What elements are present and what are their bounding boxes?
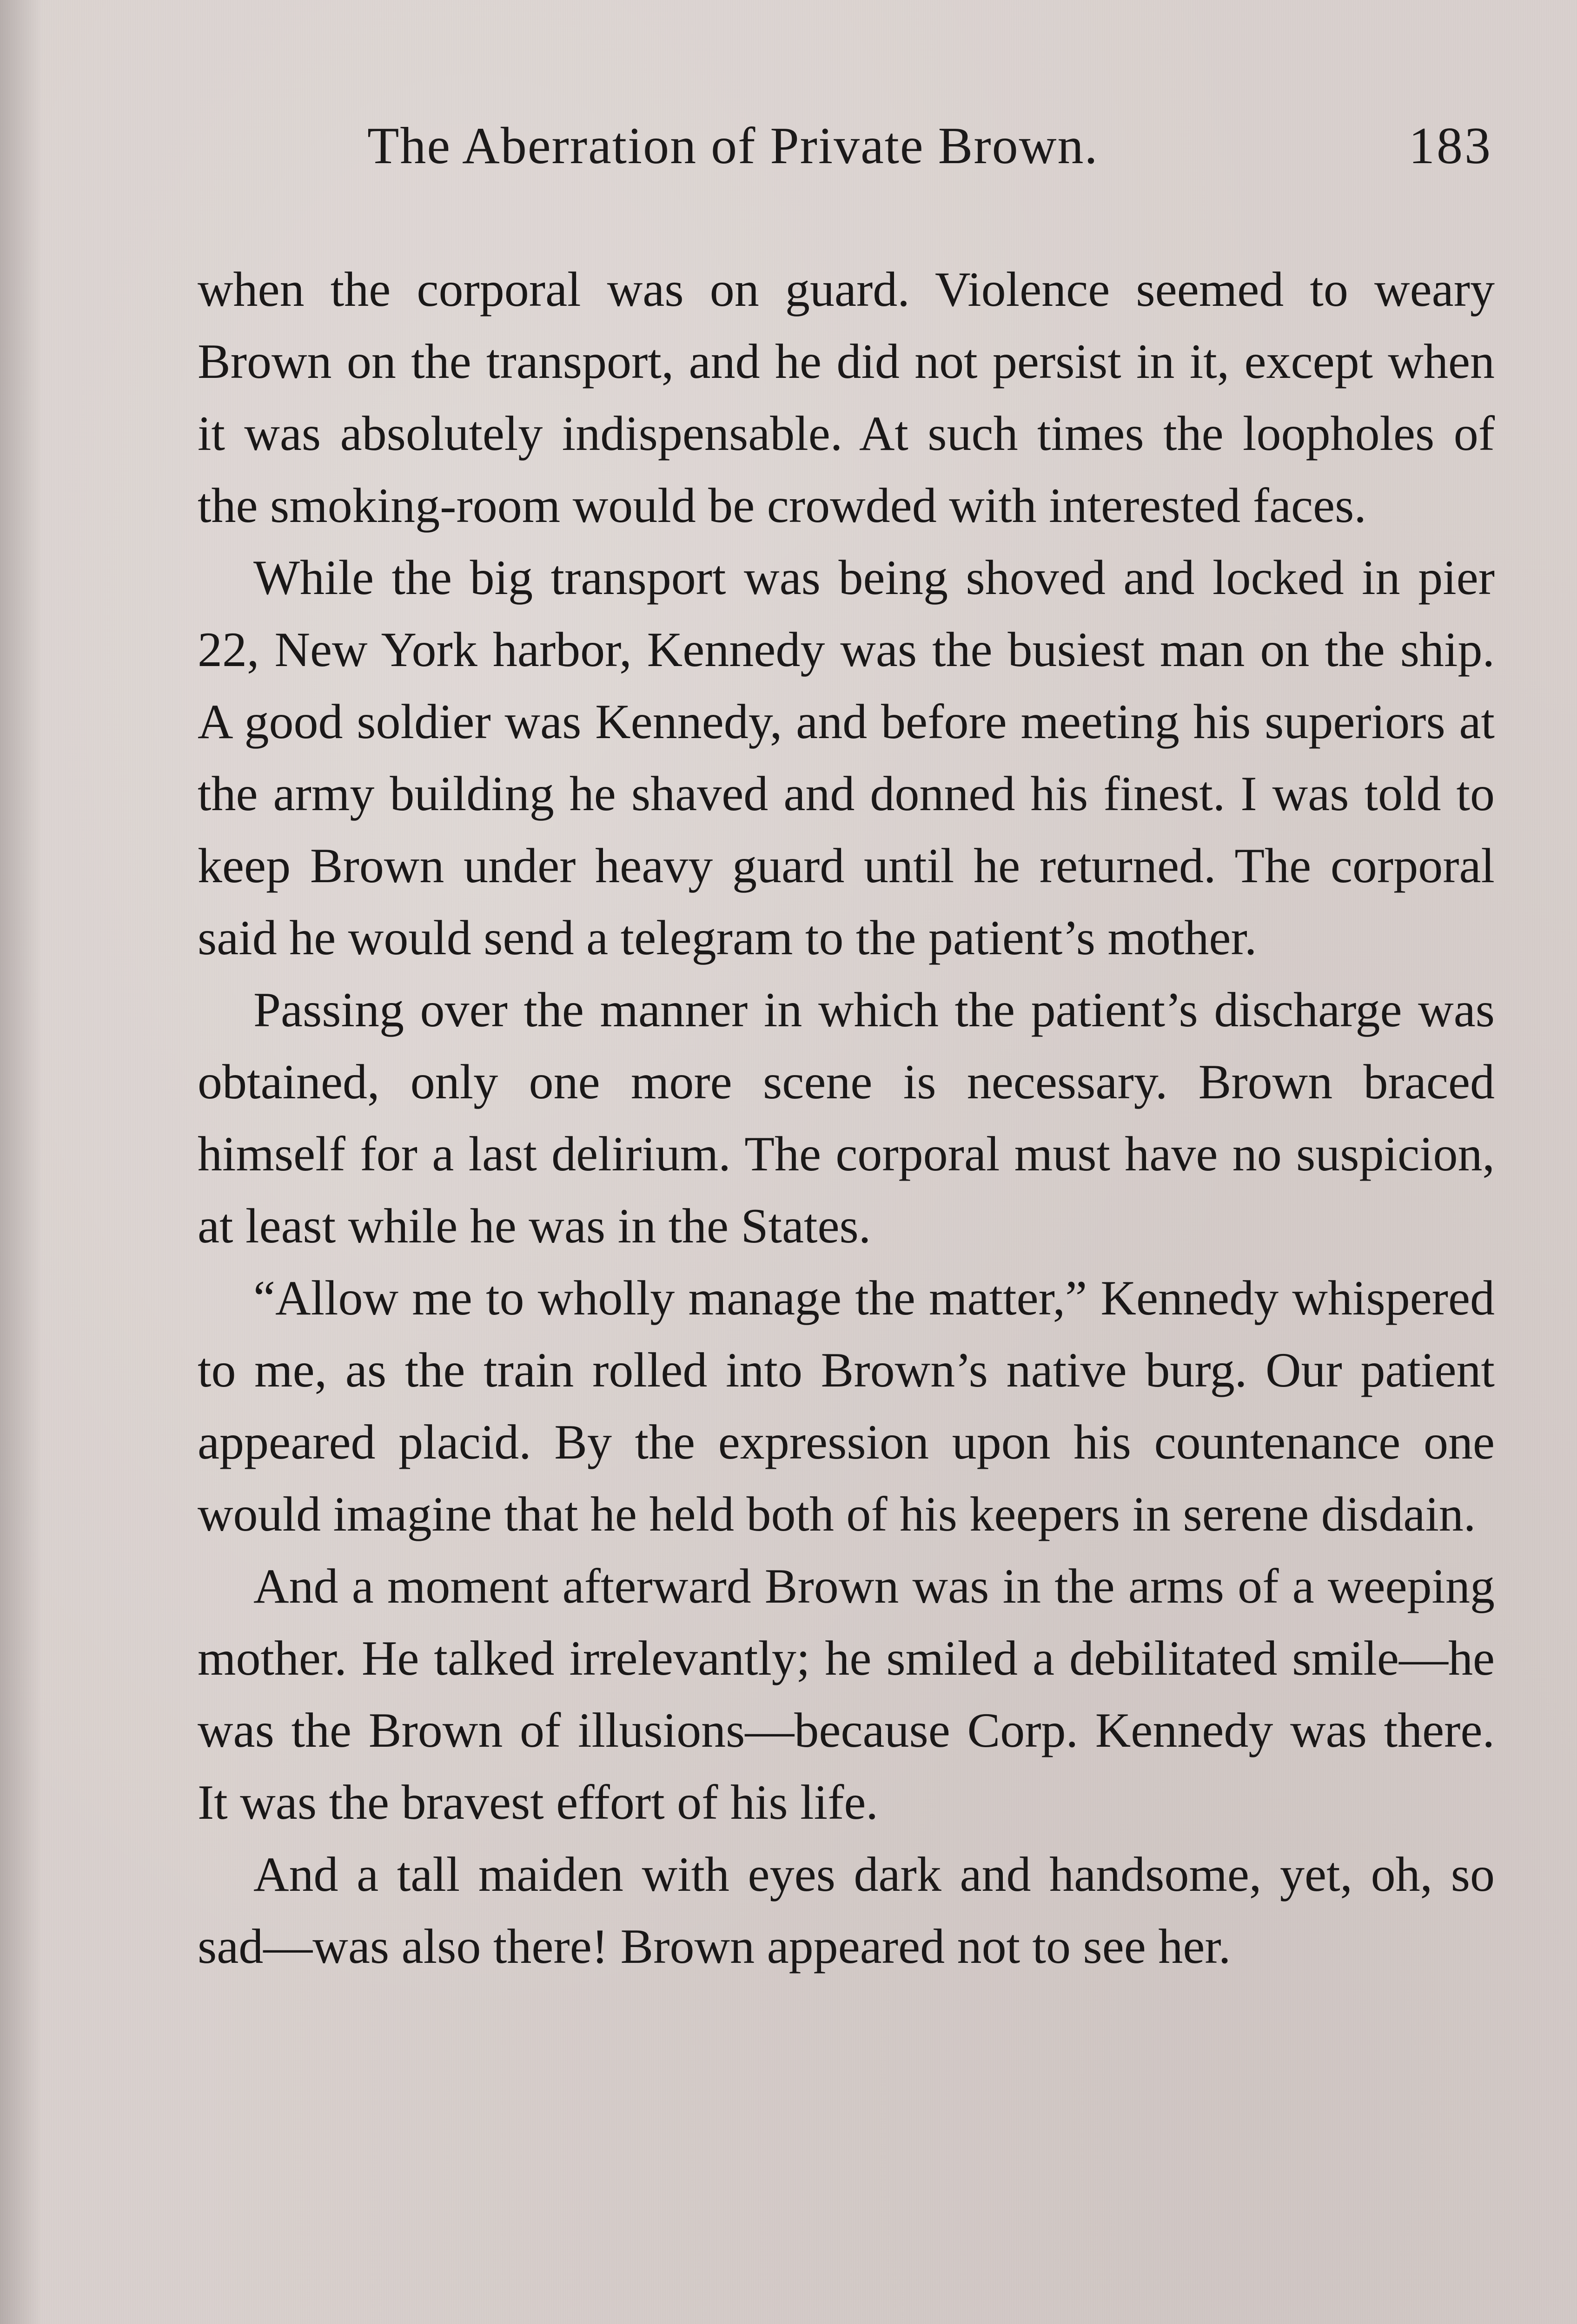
paragraph-4: “Allow me to wholly manage the matter,” Kennedy whispered to me, as the train rolled into Brown’s native burg. Our patient appeared placid. By the expression upon his countenance one would imagine that he held both of his keepers in serene disdain. <box>198 1271 1495 1541</box>
page-number: 183 <box>1409 117 1492 175</box>
page-gutter-shadow <box>0 0 42 2324</box>
running-head-title: The Aberration of Private Brown. <box>367 117 1099 175</box>
paragraph-1: when the corporal was on guard. Violence seemed to weary Brown on the transport, and he did not persist in it, except when it was absolutely indispensable. At such times the loopholes of the smoking-room would be crowded with interested faces. <box>198 262 1495 533</box>
paragraph-5: And a moment afterward Brown was in the arms of a weeping mother. He talked irrelevantly; he smiled a debilitated smile—he was the Brown of illusions—because Corp. Kennedy was there. It was the bravest effort of his life. <box>198 1559 1495 1829</box>
paragraph-6: And a tall maiden with eyes dark and handsome, yet, oh, so sad—was also there! Brown appeared not to see her. <box>198 1847 1495 1974</box>
paragraph-2: While the big transport was being shoved and locked in pier 22, New York harbor, Kennedy was the busiest man on the ship. A good soldier was Kennedy, and before meeting his superiors at the army building he shaved and donned his finest. I was told to keep Brown under heavy guard until he returned. The corporal said he would send a telegram to the patient’s mother. <box>198 550 1495 965</box>
body-text <box>198 253 1495 1982</box>
running-head <box>367 116 1492 186</box>
paragraph-3: Passing over the manner in which the patient’s discharge was obtained, only one more scene is necessary. Brown braced himself for a last delirium. The corporal must have no suspicion, at least while he was in the States. <box>198 983 1495 1253</box>
